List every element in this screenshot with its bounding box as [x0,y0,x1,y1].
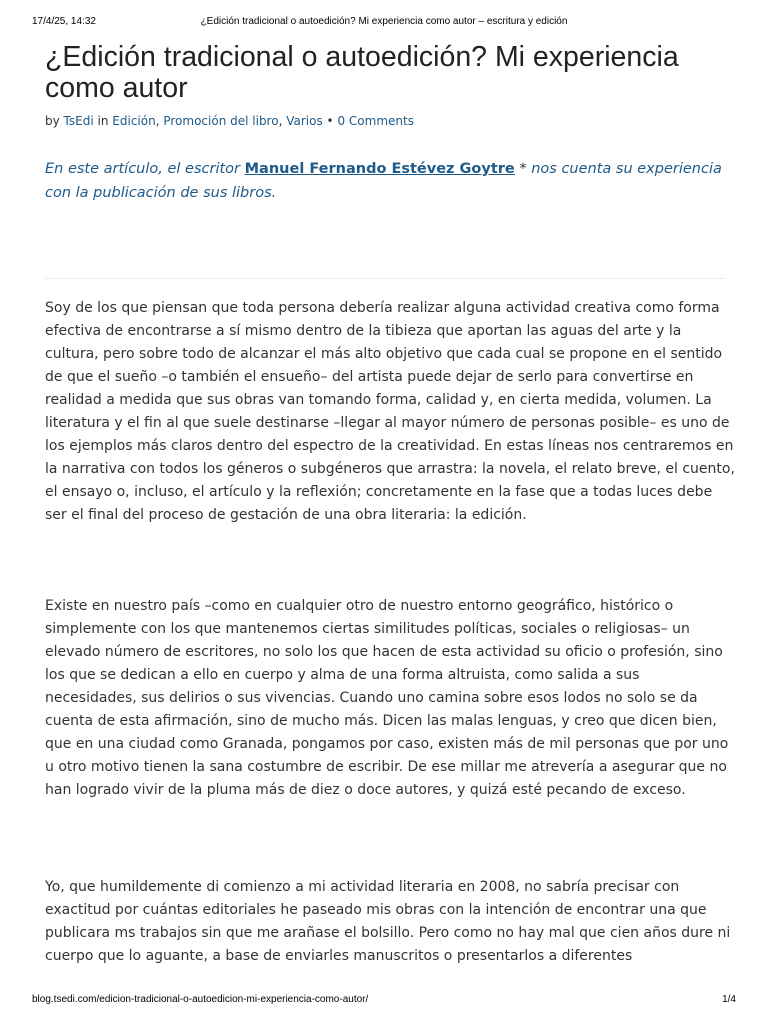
print-url: blog.tsedi.com/edicion-tradicional-o-autoedicion-mi-experiencia-como-autor/ [32,994,369,1005]
category-link-varios[interactable]: Varios [286,114,323,128]
intro-author-link[interactable]: Manuel Fernando Estévez Goytre [244,161,515,177]
article-title: ¿Edición tradicional o autoedición? Mi experiencia como autor [45,41,679,104]
print-date: 17/4/25, 14:32 [32,16,96,27]
print-footer [32,994,736,1008]
article-meta: by TsEdi in Edición, Promoción del libro, Varios • 0 Comments [45,114,414,128]
author-link[interactable]: TsEdi [63,114,94,128]
content-divider [45,278,725,279]
intro-asterisk: * [519,161,527,177]
meta-by-label: by [45,114,60,128]
print-document-title: ¿Edición tradicional o autoedición? Mi experiencia como autor – escritura y edición [200,16,568,27]
article-paragraph: Soy de los que piensan que toda persona debería realizar alguna actividad creativa como forma efectiva de encontrarse a sí mismo dentro de la tibieza que aportan las aguas del arte y la cultura, pero sobre todo de alcanzar el más alto objetivo que cada cual se propone en el sentido de que el sueño –o también el ensueño– del artista puede dejar de serlo para convertirse en realidad a medida que sus obras van tomando forma, calidad y, en cierta medida, volumen. La literatura y el fin al que suele destinarse –llegar al mayor número de personas posible– es uno de los ejemplos más claros dentro del espectro de la creatividad. En estas líneas nos centraremos en la narrativa con todos los géneros o subgéneros que arrastra: la novela, el relato breve, el cuento, el ensayo o, incluso, el artículo y la reflexión; concretamente en la fase que a todas luces debe ser el final del proceso de gestación de una obra literaria: la edición. [45,300,735,523]
article-paragraph: Existe en nuestro país –como en cualquier otro de nuestro entorno geográfico, histórico o simplemente con los que mantenemos ciertas similitudes políticas, sociales o religiosas– un elevado número de escritores, no solo los que hacen de esta actividad su oficio o profesión, sino los que se dedican a ello en cuerpo y alma de una forma altruista, como salida a sus necesidades, sus delirios o sus vivencias. Cuando uno camina sobre esos lodos no solo se da cuenta de esta afirmación, sino de mucho más. Dicen las malas lenguas, y creo que dicen bien, que en una ciudad como Granada, pongamos por caso, existen más de mil personas que por uno u otro motivo tienen la sana costumbre de escribir. De ese millar me atrevería a asegurar que no han logrado vivir de la pluma más de diez o doce autores, y quizá esté pecando de exceso. [45,598,729,798]
category-link-edicion[interactable]: Edición [112,114,156,128]
article-intro [45,157,735,205]
article-paragraph: Yo, que humildemente di comienzo a mi actividad literaria en 2008, no sabría precisar con exactitud por cuántas editoriales he paseado mis obras con la intención de encontrar una que publicara ms trabajos sin que me arañase el bolsillo. Pero como no hay mal que cien años dure ni cuerpo que lo aguante, a base de enviarles manuscritos o presentarlos a diferentes [45,879,731,964]
meta-separator: • [326,114,334,128]
intro-text-after: nos cuenta su experiencia con la publicación de sus libros. [45,161,722,201]
comments-link[interactable]: 0 Comments [337,114,414,128]
print-page-number: 1/4 [722,994,736,1005]
intro-text-before: En este artículo, el escritor [45,161,241,177]
category-link-promocion[interactable]: Promoción del libro [163,114,279,128]
meta-in-label: in [97,114,109,128]
print-header [32,16,736,30]
